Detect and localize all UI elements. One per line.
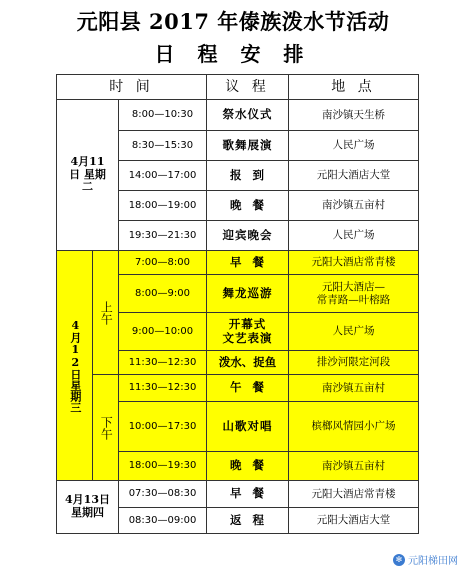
wechat-icon: ✻	[393, 554, 405, 566]
header-location: 地 点	[289, 75, 419, 100]
date-label: 4月11日 星期二	[69, 155, 106, 194]
time-cell: 18:00—19:00	[119, 191, 207, 221]
location-cell: 元阳大酒店大堂	[289, 161, 419, 191]
watermark	[393, 552, 458, 567]
location-cell: 南沙镇五亩村	[289, 191, 419, 221]
table-row	[57, 481, 419, 508]
location-cell: 元阳大酒店常青楼	[289, 251, 419, 275]
page-title: 元阳县 2017 年傣族泼水节活动	[76, 9, 390, 34]
program-cell: 舞龙巡游	[207, 275, 289, 313]
table-row	[57, 375, 419, 402]
program-cell: 早 餐	[207, 251, 289, 275]
table-row	[57, 251, 419, 275]
program-cell: 午 餐	[207, 375, 289, 402]
time-cell: 7:00—8:00	[119, 251, 207, 275]
time-cell: 8:00—10:30	[119, 100, 207, 131]
time-cell: 14:00—17:00	[119, 161, 207, 191]
location-cell: 人民广场	[289, 131, 419, 161]
time-cell: 11:30—12:30	[119, 351, 207, 375]
date-label: 4月12日星期三	[68, 318, 82, 413]
header-row	[57, 75, 419, 100]
header-time: 时 间	[57, 75, 207, 100]
location-cell: 南沙镇五亩村	[289, 375, 419, 402]
period-cell-pm	[93, 375, 119, 481]
program-cell: 迎宾晚会	[207, 221, 289, 251]
program-cell: 早 餐	[207, 481, 289, 508]
time-cell: 10:00—17:30	[119, 402, 207, 452]
date-cell-day1	[57, 100, 119, 251]
page-subtitle: 日 程 安 排	[154, 42, 312, 66]
time-cell: 18:00—19:30	[119, 452, 207, 481]
location-cell: 元阳大酒店— 常青路—叶榕路	[289, 275, 419, 313]
program-cell: 报 到	[207, 161, 289, 191]
period-label: 下午	[99, 415, 114, 440]
time-cell: 9:00—10:00	[119, 313, 207, 351]
time-cell: 11:30—12:30	[119, 375, 207, 402]
program-cell: 开幕式 文艺表演	[207, 313, 289, 351]
period-label: 上午	[99, 300, 114, 325]
program-cell: 返 程	[207, 508, 289, 534]
location-cell: 南沙镇五亩村	[289, 452, 419, 481]
schedule-table	[56, 74, 419, 534]
location-cell: 人民广场	[289, 313, 419, 351]
time-cell: 8:30—15:30	[119, 131, 207, 161]
date-cell-day3	[57, 481, 119, 534]
location-cell: 排沙河限定河段	[289, 351, 419, 375]
program-cell: 泼水、捉鱼	[207, 351, 289, 375]
program-cell: 晚 餐	[207, 191, 289, 221]
location-cell: 元阳大酒店常青楼	[289, 481, 419, 508]
time-cell: 8:00—9:00	[119, 275, 207, 313]
program-cell: 祭水仪式	[207, 100, 289, 131]
period-cell-am	[93, 251, 119, 375]
date-label: 4月13日 星期四	[65, 493, 110, 519]
location-cell: 南沙镇天生桥	[289, 100, 419, 131]
table-row	[57, 100, 419, 131]
program-cell: 歌舞展演	[207, 131, 289, 161]
location-cell: 人民广场	[289, 221, 419, 251]
date-cell-day2	[57, 251, 93, 481]
location-cell: 槟榔风情园小广场	[289, 402, 419, 452]
time-cell: 19:30—21:30	[119, 221, 207, 251]
time-cell: 08:30—09:00	[119, 508, 207, 534]
program-cell: 晚 餐	[207, 452, 289, 481]
program-cell: 山歌对唱	[207, 402, 289, 452]
location-cell: 元阳大酒店大堂	[289, 508, 419, 534]
header-program: 议 程	[207, 75, 289, 100]
watermark-text: 元阳梯田网	[408, 556, 458, 567]
time-cell: 07:30—08:30	[119, 481, 207, 508]
